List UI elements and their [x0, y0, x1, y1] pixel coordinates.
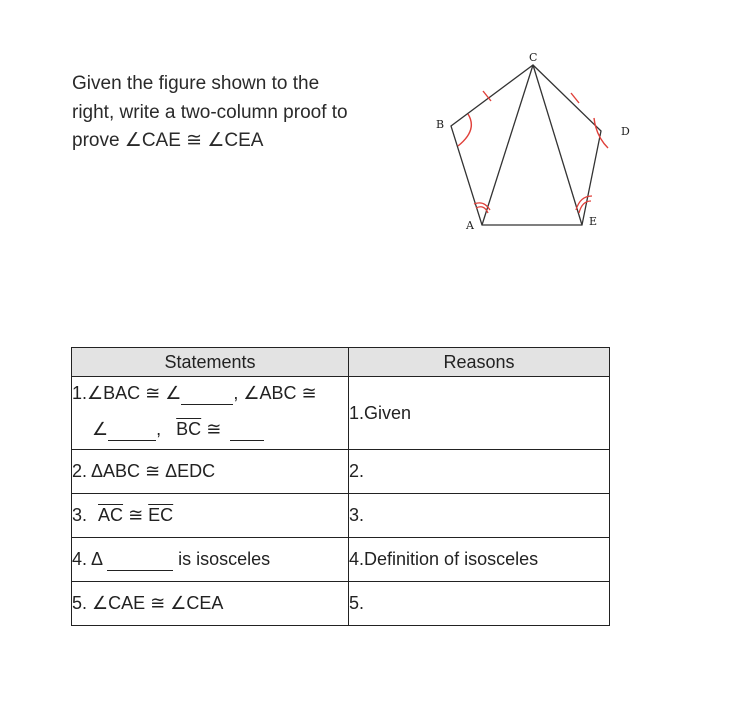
reason-1: 1.Given [349, 377, 610, 450]
proof-row-5 [72, 582, 610, 626]
proof-row-4 [72, 538, 610, 582]
statement-1-part2: , ∠ABC ≅ [233, 383, 317, 403]
statement-1-part3: ∠ [92, 419, 109, 439]
statement-5: 5. ∠CAE ≅ ∠CEA [72, 582, 349, 626]
blank-angle-1[interactable] [181, 383, 233, 405]
reason-4: 4.Definition of isosceles [349, 538, 610, 582]
vertex-label-b: B [436, 118, 445, 131]
segment-ec: $\overline{EC}$ [148, 505, 174, 525]
blank-angle-2[interactable] [108, 419, 156, 441]
statements-header: Statements [72, 348, 349, 377]
table-header-row [72, 348, 610, 377]
vertex-label-a: A [466, 219, 474, 232]
reason-2[interactable]: 2. [349, 450, 610, 494]
statement-1-part4: , [156, 419, 162, 439]
reason-5[interactable]: 5. [349, 582, 610, 626]
vertex-label-d: D [621, 125, 630, 138]
pentagon-figure [430, 48, 630, 238]
tick-mark-cd [571, 93, 579, 103]
blank-triangle[interactable] [107, 549, 173, 571]
statement-3-num: 3. [72, 505, 88, 525]
proof-row-1 [72, 377, 610, 450]
diagonal-ca [482, 65, 533, 225]
statement-3 [72, 494, 349, 538]
statement-4 [72, 538, 349, 582]
statement-4-prefix: 4. Δ [72, 548, 103, 569]
proof-row-3 [72, 494, 610, 538]
prompt-line-3: prove ∠CAE ≅ ∠CEA [72, 130, 264, 151]
statement-1 [72, 377, 349, 450]
segment-bc: $\overline{BC}$ [176, 419, 202, 439]
proof-row-2 [72, 450, 610, 494]
segment-ac: $\overline{AC}$ [98, 505, 124, 525]
vertex-label-c: C [529, 51, 538, 64]
statement-1-num: 1. [72, 383, 88, 403]
blank-segment[interactable] [230, 419, 264, 441]
statement-4-suffix: is isosceles [178, 548, 271, 569]
statement-1-part1: ∠BAC ≅ ∠ [87, 383, 182, 403]
reasons-header: Reasons [349, 348, 610, 377]
vertex-label-e: E [589, 215, 598, 228]
statement-2: 2. ΔABC ≅ ΔEDC [72, 450, 349, 494]
problem-prompt [72, 70, 402, 156]
prompt-line-2: right, write a two-column proof to [72, 101, 348, 123]
two-column-proof-table [71, 347, 610, 626]
statement-3-cong: ≅ [128, 505, 144, 525]
reason-3[interactable]: 3. [349, 494, 610, 538]
statement-1-cong: ≅ [206, 419, 222, 439]
prompt-line-1: Given the figure shown to the [72, 73, 320, 94]
